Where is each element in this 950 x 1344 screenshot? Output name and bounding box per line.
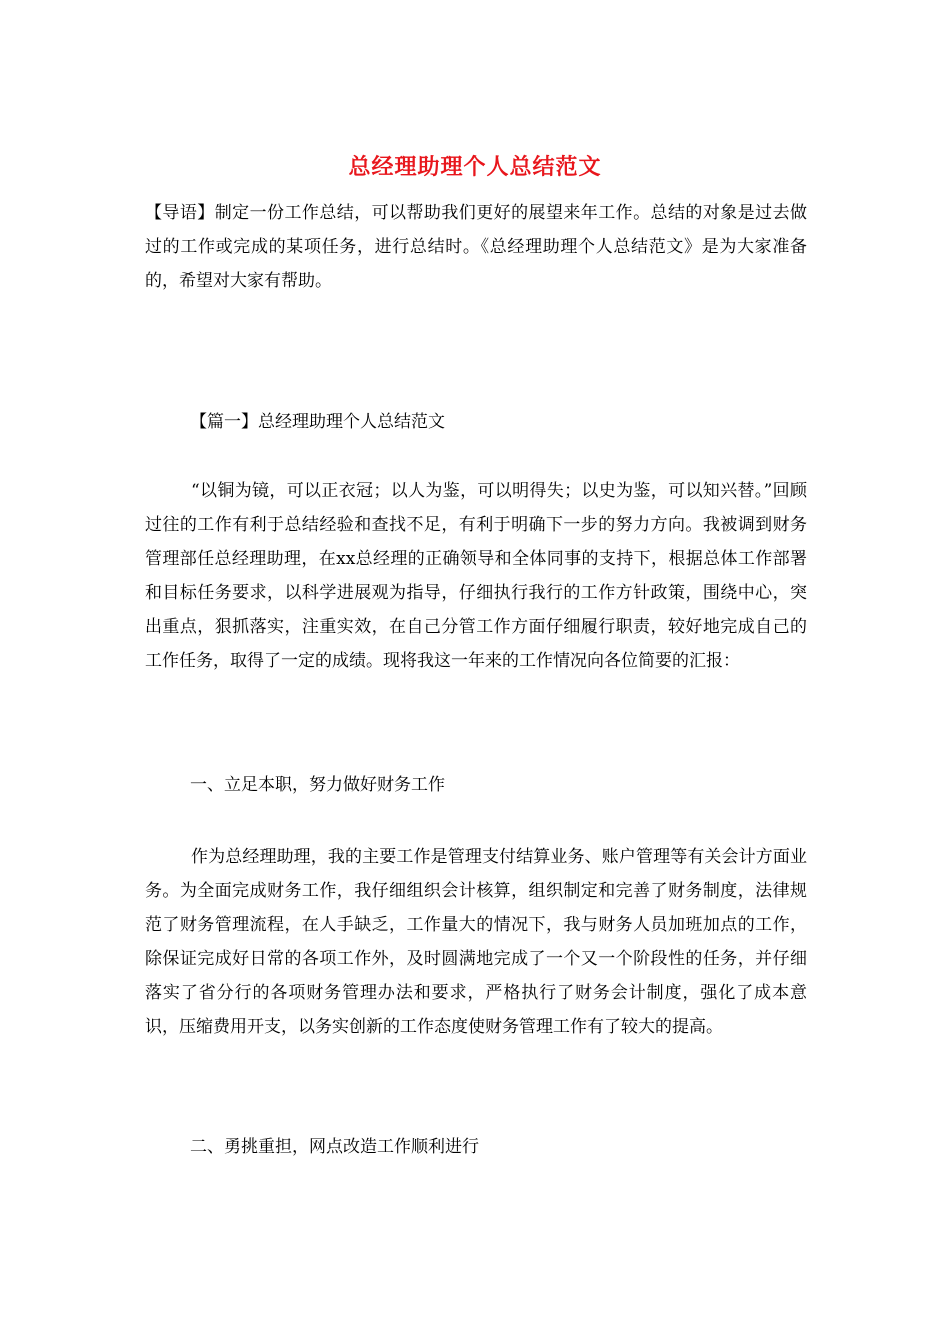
section-heading-2: 二、勇挑重担，网点改造工作顺利进行 [190,1137,479,1157]
body-paragraph-1: “以铜为镜，可以正衣冠；以人为鉴，可以明得失；以史为鉴，可以知兴替。”回顾过往的工作有利于总结经验和查找不足，有利于明确下一步的努力方向。我被调到财务管理部任总经理助理，在xx总经理的正确领导和全体同事的支持下，根据总体工作部署和目标任务要求，以科学进展观为指导，仔细执行我行的工作方针政策，围绕中心，突出重点，狠抓落实，注重实效，在自己分管工作方面仔细履行职责，较好地完成自己的工作任务，取得了一定的成绩。现将我这一年来的工作情况向各位简要的汇报： [145,481,807,671]
body-paragraph-2: 作为总经理助理，我的主要工作是管理支付结算业务、账户管理等有关会计方面业务。为全面完成财务工作，我仔细组织会计核算，组织制定和完善了财务制度，法律规范了财务管理流程，在人手缺乏，工作量大的情况下，我与财务人员加班加点的工作，除保证完成好日常的各项工作外，及时圆满地完成了一个又一个阶段性的任务，并仔细落实了省分行的各项财务管理办法和要求，严格执行了财务会计制度，强化了成本意识，压缩费用开支，以务实创新的工作态度使财务管理工作有了较大的提高。 [145,847,807,1037]
section-heading-1: 一、立足本职，努力做好财务工作 [190,775,445,795]
document-title: 总经理助理个人总结范文 [348,154,602,180]
intro-paragraph: 【导语】制定一份工作总结，可以帮助我们更好的展望来年工作。总结的对象是过去做过的工作或完成的某项任务，进行总结时。《总经理助理个人总结范文》是为大家准备的，希望对大家有帮助。 [145,203,807,291]
section-title: 【篇一】总经理助理个人总结范文 [190,412,445,432]
